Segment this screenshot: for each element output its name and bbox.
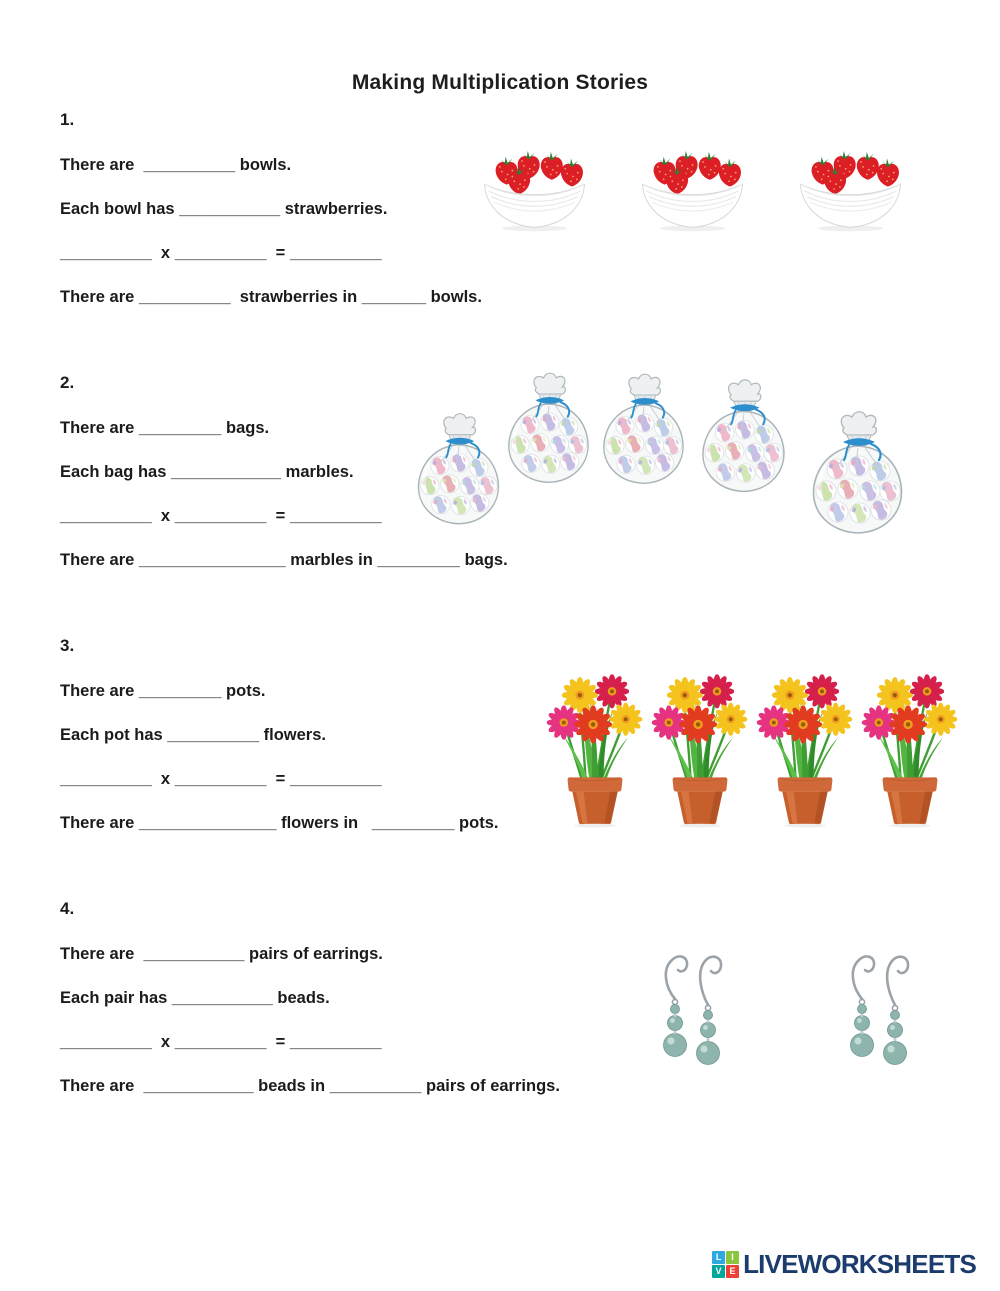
section-1-line-1[interactable]: There are __________ bowls.	[60, 156, 292, 174]
strawberry-bowl-image	[472, 140, 597, 235]
section-1-line-4[interactable]: There are __________ strawberries in _______ bowls.	[60, 288, 482, 306]
earrings-pair-image	[645, 945, 745, 1080]
marble-bag-image	[798, 411, 916, 541]
section-1	[60, 97, 482, 319]
section-2-equation-line[interactable]: __________ x __________ = __________	[60, 507, 382, 525]
section-3-line-2[interactable]: Each pot has __________ flowers.	[60, 726, 326, 744]
strawberry-bowl-image	[788, 140, 913, 235]
section-2-line-2[interactable]: Each bag has ____________ marbles.	[60, 463, 354, 481]
flower-pots-row	[543, 667, 962, 832]
strawberry-bowls-row	[472, 140, 913, 235]
section-1-equation-line[interactable]: __________ x __________ = __________	[60, 244, 382, 262]
section-2-number: 2.	[60, 373, 75, 392]
strawberry-bowl-image	[630, 140, 755, 235]
marble-bag-image	[598, 372, 688, 492]
liveworksheets-brand: LIVEWORKSHEETS	[743, 1249, 976, 1279]
liveworksheets-logo-icon	[712, 1251, 740, 1279]
section-4-equation-line[interactable]: __________ x __________ = __________	[60, 1033, 382, 1051]
liveworksheets-logo	[712, 1249, 976, 1280]
section-3-line-4[interactable]: There are _______________ flowers in _________ pots.	[60, 814, 499, 832]
flower-pot-image	[648, 667, 752, 832]
section-2-line-4[interactable]: There are ________________ marbles in _________ bags.	[60, 551, 508, 569]
section-3-number: 3.	[60, 636, 75, 655]
earrings-pair-image	[832, 945, 932, 1080]
section-4-line-4[interactable]: There are ____________ beads in __________ pairs of earrings.	[60, 1077, 560, 1095]
logo-letter-l: L	[712, 1251, 725, 1264]
flower-pot-image	[753, 667, 857, 832]
section-3	[60, 623, 498, 845]
section-1-number: 1.	[60, 110, 75, 129]
section-3-line-1[interactable]: There are _________ pots.	[60, 682, 266, 700]
section-4-number: 4.	[60, 899, 75, 918]
flower-pot-image	[858, 667, 962, 832]
section-4	[60, 886, 560, 1108]
logo-letter-v: V	[712, 1265, 725, 1278]
worksheet-title: Making Multiplication Stories	[351, 71, 649, 95]
section-3-equation-line[interactable]: __________ x __________ = __________	[60, 770, 382, 788]
marble-bag-image	[503, 371, 593, 491]
logo-letter-e: E	[726, 1265, 739, 1278]
marble-bag-image	[412, 413, 504, 531]
section-1-line-2[interactable]: Each bowl has ___________ strawberries.	[60, 200, 388, 218]
section-4-line-2[interactable]: Each pair has ___________ beads.	[60, 989, 330, 1007]
marble-bag-image	[697, 379, 789, 499]
logo-letter-i: I	[726, 1251, 739, 1264]
flower-pot-image	[543, 667, 647, 832]
section-4-line-1[interactable]: There are ___________ pairs of earrings.	[60, 945, 383, 963]
section-2-line-1[interactable]: There are _________ bags.	[60, 419, 270, 437]
